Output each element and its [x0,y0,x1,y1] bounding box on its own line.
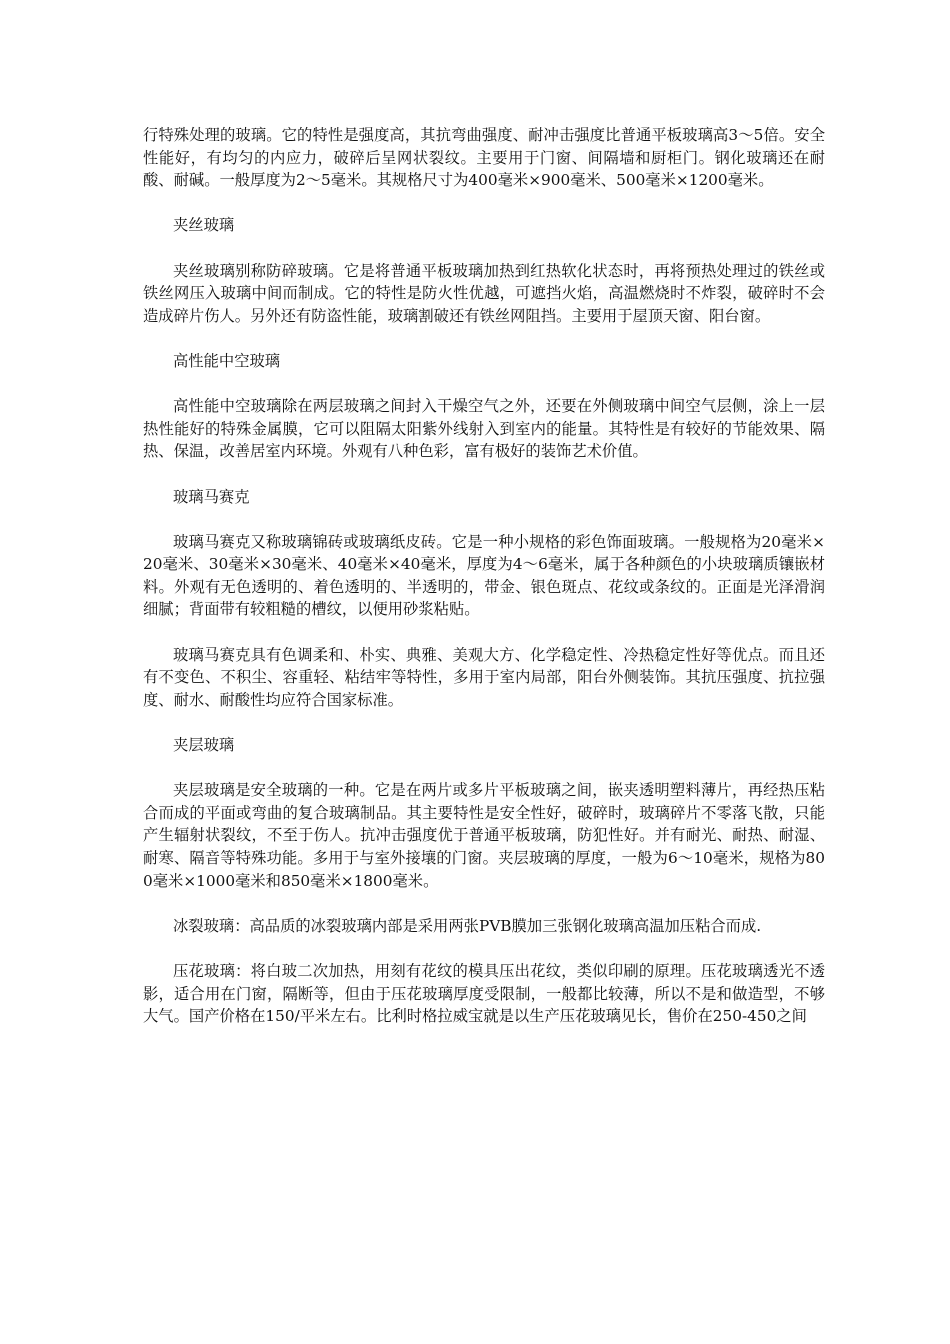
paragraph-ice-crack-glass: 冰裂玻璃：高品质的冰裂玻璃内部是采用两张PVB膜加三张钢化玻璃高温加压粘合而成. [173,916,762,935]
paragraph-glass-mosaic-2: 玻璃马赛克具有色调柔和、朴实、典雅、美观大方、化学稳定性、冷热稳定性好等优点。而且还有不变色、不积尘、容重轻、粘结牢等特性，多用于室内局部，阳台外侧装饰。其抗压强度、抗拉强度、耐水、耐酸性均应符合国家标准。 [143,645,825,709]
paragraph-laminated-glass: 夹层玻璃是安全玻璃的一种。它是在两片或多片平板玻璃之间，嵌夹透明塑料薄片，再经热压粘合而成的平面或弯曲的复合玻璃制品。其主要特性是安全性好，破碎时，玻璃碎片不零落飞散，只能产生辐射状裂纹，不至于伤人。抗冲击强度优于普通平板玻璃，防犯性好。并有耐光、耐热、耐湿、耐寒、隔音等特殊功能。多用于与室外接壤的门窗。夹层玻璃的厚度，一般为6～10毫米，规格为800毫米×1000毫米和850毫米×1800毫米。 [143,781,825,890]
heading-glass-mosaic: 玻璃马赛克 [173,487,250,506]
document-body [143,124,825,1028]
paragraph-tempered-glass-continued: 行特殊处理的玻璃。它的特性是强度高，其抗弯曲强度、耐冲击强度比普通平板玻璃高3～5倍。安全性能好，有均匀的内应力，破碎后呈网状裂纹。主要用于门窗、间隔墙和厨柜门。钢化玻璃还在耐酸、耐碱。一般厚度为2～5毫米。其规格尺寸为400毫米×900毫米、500毫米×1200毫米。 [143,126,825,190]
heading-wired-glass: 夹丝玻璃 [173,216,235,235]
heading-laminated-glass: 夹层玻璃 [173,736,235,755]
paragraph-wired-glass: 夹丝玻璃别称防碎玻璃。它是将普通平板玻璃加热到红热软化状态时，再将预热处理过的铁丝或铁丝网压入玻璃中间而制成。它的特性是防火性优越，可遮挡火焰，高温燃烧时不炸裂，破碎时不会造成碎片伤人。另外还有防盗性能，玻璃割破还有铁丝网阻挡。主要用于屋顶天窗、阳台窗。 [143,261,825,325]
paragraph-insulated-glass: 高性能中空玻璃除在两层玻璃之间封入干燥空气之外，还要在外侧玻璃中间空气层侧，涂上一层热性能好的特殊金属膜，它可以阻隔太阳紫外线射入到室内的能量。其特性是有较好的节能效果、隔热、保温，改善居室内环境。外观有八种色彩，富有极好的装饰艺术价值。 [143,397,825,461]
paragraph-glass-mosaic-1: 玻璃马赛克又称玻璃锦砖或玻璃纸皮砖。它是一种小规格的彩色饰面玻璃。一般规格为20毫米×20毫米、30毫米×30毫米、40毫米×40毫米，厚度为4～6毫米，属于各种颜色的小块玻璃质镶嵌材料。外观有无色透明的、着色透明的、半透明的，带金、银色斑点、花纹或条纹的。正面是光泽滑润细腻；背面带有较粗糙的槽纹，以便用砂浆粘贴。 [143,532,825,619]
paragraph-patterned-glass: 压花玻璃：将白玻二次加热，用刻有花纹的模具压出花纹，类似印刷的原理。压花玻璃透光不透影，适合用在门窗，隔断等，但由于压花玻璃厚度受限制，一般都比较薄，所以不是和做造型，不够大气。国产价格在150/平米左右。比利时格拉威宝就是以生产压花玻璃见长，售价在250-450之间 [143,961,825,1026]
heading-insulated-glass: 高性能中空玻璃 [173,351,281,370]
